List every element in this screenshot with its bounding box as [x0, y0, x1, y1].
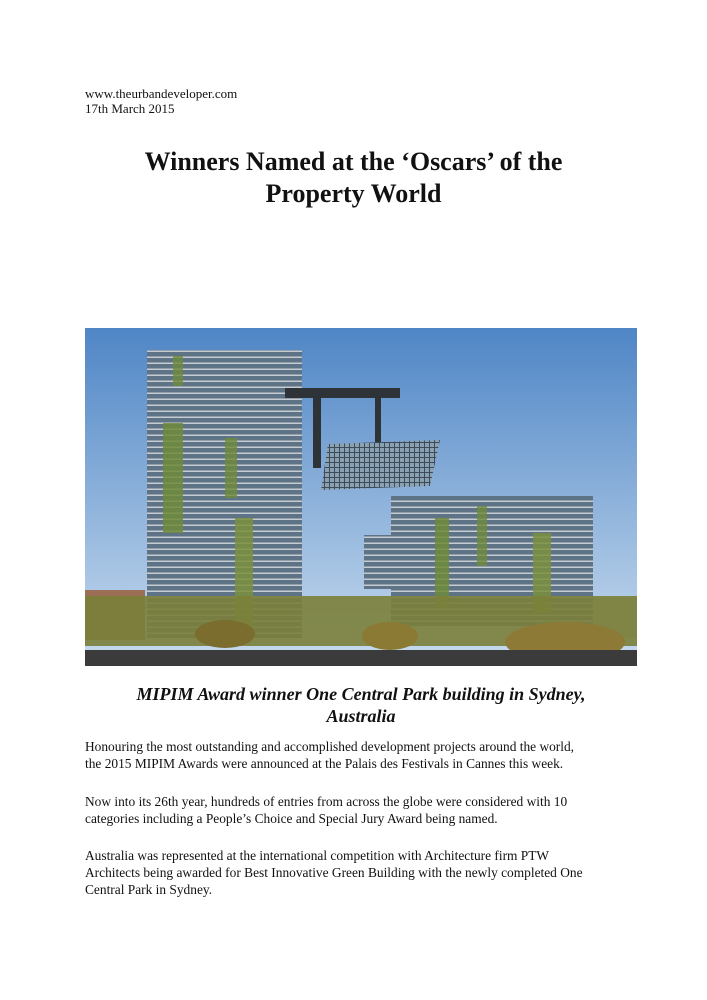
- paragraph-3-line-3: Central Park in Sydney.: [85, 882, 213, 897]
- paragraph-3-line-2: Architects being awarded for Best Innovative Green Building with the newly completed One: [85, 865, 583, 880]
- caption-line-1: MIPIM Award winner One Central Park building in Sydney,: [136, 684, 586, 704]
- paragraph-2-line-2: categories including a People’s Choice and Special Jury Award being named.: [85, 811, 498, 826]
- article-title: [60, 146, 647, 210]
- paragraph-1-line-1: Honouring the most outstanding and accomplished development projects around the world,: [85, 739, 575, 754]
- street: [85, 650, 637, 666]
- source-url[interactable]: www.theurbandeveloper.com: [85, 86, 238, 101]
- caption-line-2: Australia: [326, 706, 396, 726]
- title-line-2: Property World: [265, 179, 442, 208]
- paragraph-3-line-1: Australia was represented at the international competition with Architecture firm PTW: [85, 848, 550, 863]
- west-tower: [147, 350, 302, 638]
- paragraph-1-line-2: the 2015 MIPIM Awards were announced at the Palais des Festivals in Cannes this week.: [85, 756, 564, 771]
- article-meta: [85, 86, 237, 116]
- publish-date: 17th March 2015: [85, 101, 175, 116]
- title-line-1: Winners Named at the ‘Oscars’ of the: [144, 147, 563, 176]
- one-central-park-illustration: [85, 328, 637, 666]
- paragraph-1: [85, 738, 645, 772]
- photo-caption: [85, 683, 637, 727]
- paragraph-2-line-1: Now into its 26th year, hundreds of entries from across the globe were considered with 10: [85, 794, 568, 809]
- paragraph-2: [85, 793, 645, 827]
- paragraph-3: [85, 847, 645, 898]
- building-photo: [85, 328, 637, 666]
